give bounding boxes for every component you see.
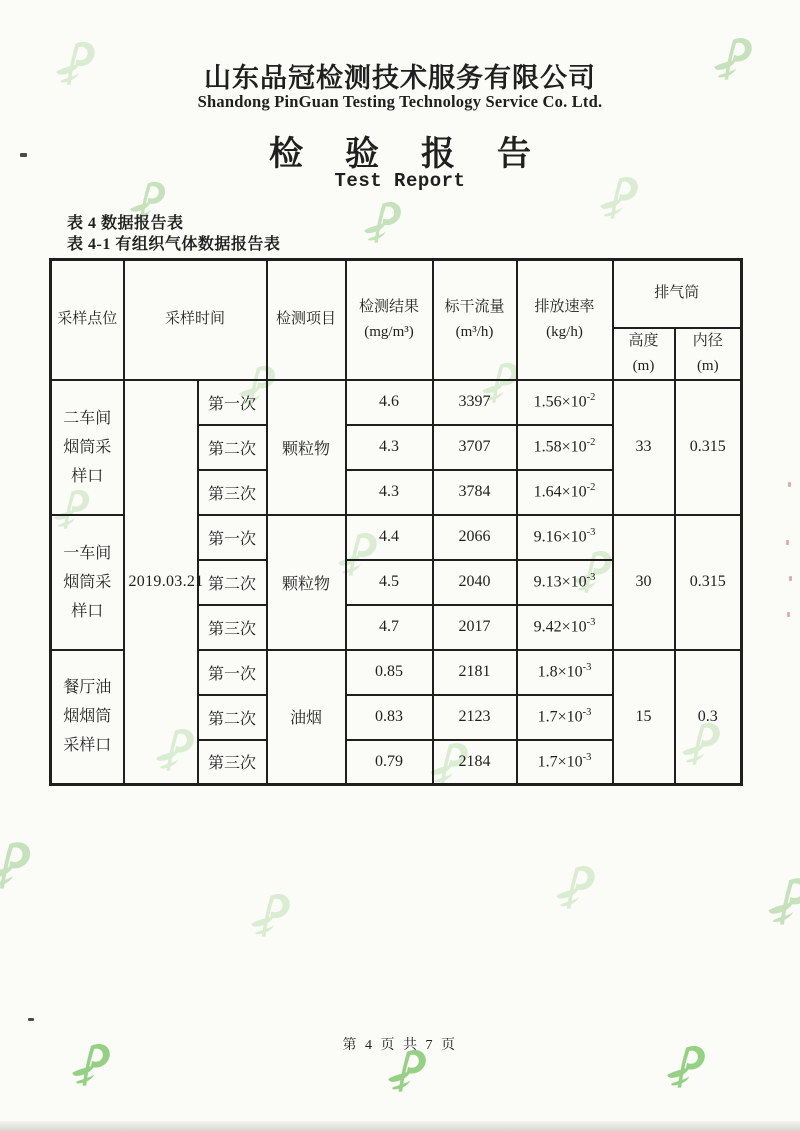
flow-cell: 2181 (433, 650, 517, 695)
flow-cell: 3397 (433, 380, 517, 425)
header-stack-height-label: 高度 (628, 332, 659, 349)
flow-cell: 3707 (433, 425, 517, 470)
brand-watermark-icon (386, 1048, 431, 1093)
sampling-point-cell: 餐厅油烟烟筒采样口 (51, 650, 124, 785)
stack-diameter-cell: 0.315 (675, 515, 742, 650)
rate-cell (517, 695, 613, 740)
result-cell: 4.4 (346, 515, 433, 560)
rate-cell (517, 515, 613, 560)
flow-cell: 3784 (433, 470, 517, 515)
rate-exponent: -2 (586, 437, 596, 449)
rate-cell (517, 560, 613, 605)
run-label-cell: 第一次 (198, 515, 267, 560)
header-rate-unit: (kg/h) (546, 323, 583, 340)
rate-exponent: -3 (586, 617, 596, 629)
rate-value: 1.7×10 (537, 708, 583, 726)
sampling-date-cell: 2019.03.21 (124, 380, 198, 785)
stack-diameter-cell: 0.3 (675, 650, 742, 785)
rate-exponent: -3 (582, 752, 592, 764)
brand-watermark-icon (554, 864, 600, 910)
scan-edge-shadow (0, 1121, 800, 1131)
flow-cell: 2040 (433, 560, 517, 605)
scan-speck (28, 1018, 34, 1021)
test-item-cell: 颗粒物 (267, 515, 346, 650)
header-stack-diameter-unit: (m) (696, 357, 719, 374)
header-sampling-time: 采样时间 (124, 260, 267, 380)
sampling-point-cell: 二车间烟筒采样口 (51, 380, 124, 515)
header-stack-height-unit: (m) (632, 357, 655, 374)
run-label-cell: 第二次 (198, 425, 267, 470)
rate-cell (517, 650, 613, 695)
result-cell: 0.79 (346, 740, 433, 785)
run-label-cell: 第三次 (198, 470, 267, 515)
brand-watermark-icon (0, 840, 36, 890)
report-title-chinese: 检验报告 (269, 136, 573, 173)
rate-value: 1.58×10 (533, 438, 587, 456)
rate-cell (517, 425, 613, 470)
rate-cell (517, 605, 613, 650)
header-flow-label: 标干流量 (444, 298, 505, 315)
brand-watermark-icon (362, 200, 406, 244)
header-rate (517, 260, 613, 380)
run-label-cell: 第一次 (198, 380, 267, 425)
table-caption-line2: 表 4-1 有组织气体数据报告表 (67, 236, 281, 253)
header-result-label: 检测结果 (359, 298, 420, 315)
rate-exponent: -2 (586, 482, 596, 494)
header-sampling-point: 采样点位 (51, 260, 124, 380)
rate-exponent: -3 (586, 527, 596, 539)
header-rate-label: 排放速率 (534, 298, 595, 315)
scan-speck (789, 576, 792, 581)
run-label-cell: 第一次 (198, 650, 267, 695)
rate-exponent: -3 (582, 707, 592, 719)
result-cell: 4.5 (346, 560, 433, 605)
flow-cell: 2123 (433, 695, 517, 740)
result-cell: 4.3 (346, 425, 433, 470)
flow-cell: 2066 (433, 515, 517, 560)
result-cell: 0.85 (346, 650, 433, 695)
rate-value: 1.8×10 (537, 663, 583, 681)
company-name-chinese: 山东品冠检测技术服务有限公司 (204, 63, 596, 93)
table-captions (67, 213, 280, 255)
run-label-cell: 第三次 (198, 740, 267, 785)
company-name-english: Shandong PinGuan Testing Technology Service Co. Ltd. (197, 92, 603, 111)
rate-value: 1.7×10 (537, 753, 583, 771)
stack-diameter-cell: 0.315 (675, 380, 742, 515)
table-caption-line1: 表 4 数据报告表 (67, 215, 184, 232)
result-cell: 4.7 (346, 605, 433, 650)
rate-value: 1.56×10 (533, 393, 587, 411)
run-label-cell: 第三次 (198, 605, 267, 650)
rate-exponent: -3 (586, 572, 596, 584)
result-cell: 0.83 (346, 695, 433, 740)
header-flow-unit: (m³/h) (455, 323, 494, 340)
test-item-cell: 颗粒物 (267, 380, 346, 515)
report-title-english: Test Report (334, 170, 466, 192)
header-stack: 排气筒 (613, 260, 742, 328)
header-stack-diameter-label: 内径 (692, 332, 723, 349)
rate-value: 9.16×10 (533, 528, 587, 546)
brand-watermark-icon (249, 892, 295, 938)
rate-value: 9.42×10 (533, 618, 587, 636)
scan-speck (787, 612, 790, 617)
stack-height-cell: 33 (613, 380, 675, 515)
rate-cell (517, 740, 613, 785)
flow-cell: 2017 (433, 605, 517, 650)
stack-height-cell: 15 (613, 650, 675, 785)
page-number-footer: 第 4 页 共 7 页 (342, 1038, 458, 1053)
flow-cell: 2184 (433, 740, 517, 785)
result-cell: 4.6 (346, 380, 433, 425)
test-item-cell: 油烟 (267, 650, 346, 785)
rate-exponent: -2 (586, 392, 596, 404)
header-stack-height (613, 328, 675, 380)
scan-speck (786, 540, 789, 545)
rate-exponent: -3 (582, 662, 592, 674)
report-table (49, 258, 743, 786)
header-result (346, 260, 433, 380)
rate-cell (517, 380, 613, 425)
sampling-point-cell: 一车间烟筒采样口 (51, 515, 124, 650)
rate-value: 9.13×10 (533, 573, 587, 591)
header-flow (433, 260, 517, 380)
scan-speck (788, 482, 791, 487)
brand-watermark-icon (766, 876, 800, 926)
header-result-unit: (mg/m³) (364, 323, 414, 340)
result-cell: 4.3 (346, 470, 433, 515)
stack-height-cell: 30 (613, 515, 675, 650)
header-test-item: 检测项目 (267, 260, 346, 380)
header-stack-diameter (675, 328, 742, 380)
rate-value: 1.64×10 (533, 483, 587, 501)
run-label-cell: 第二次 (198, 695, 267, 740)
run-label-cell: 第二次 (198, 560, 267, 605)
rate-cell (517, 470, 613, 515)
